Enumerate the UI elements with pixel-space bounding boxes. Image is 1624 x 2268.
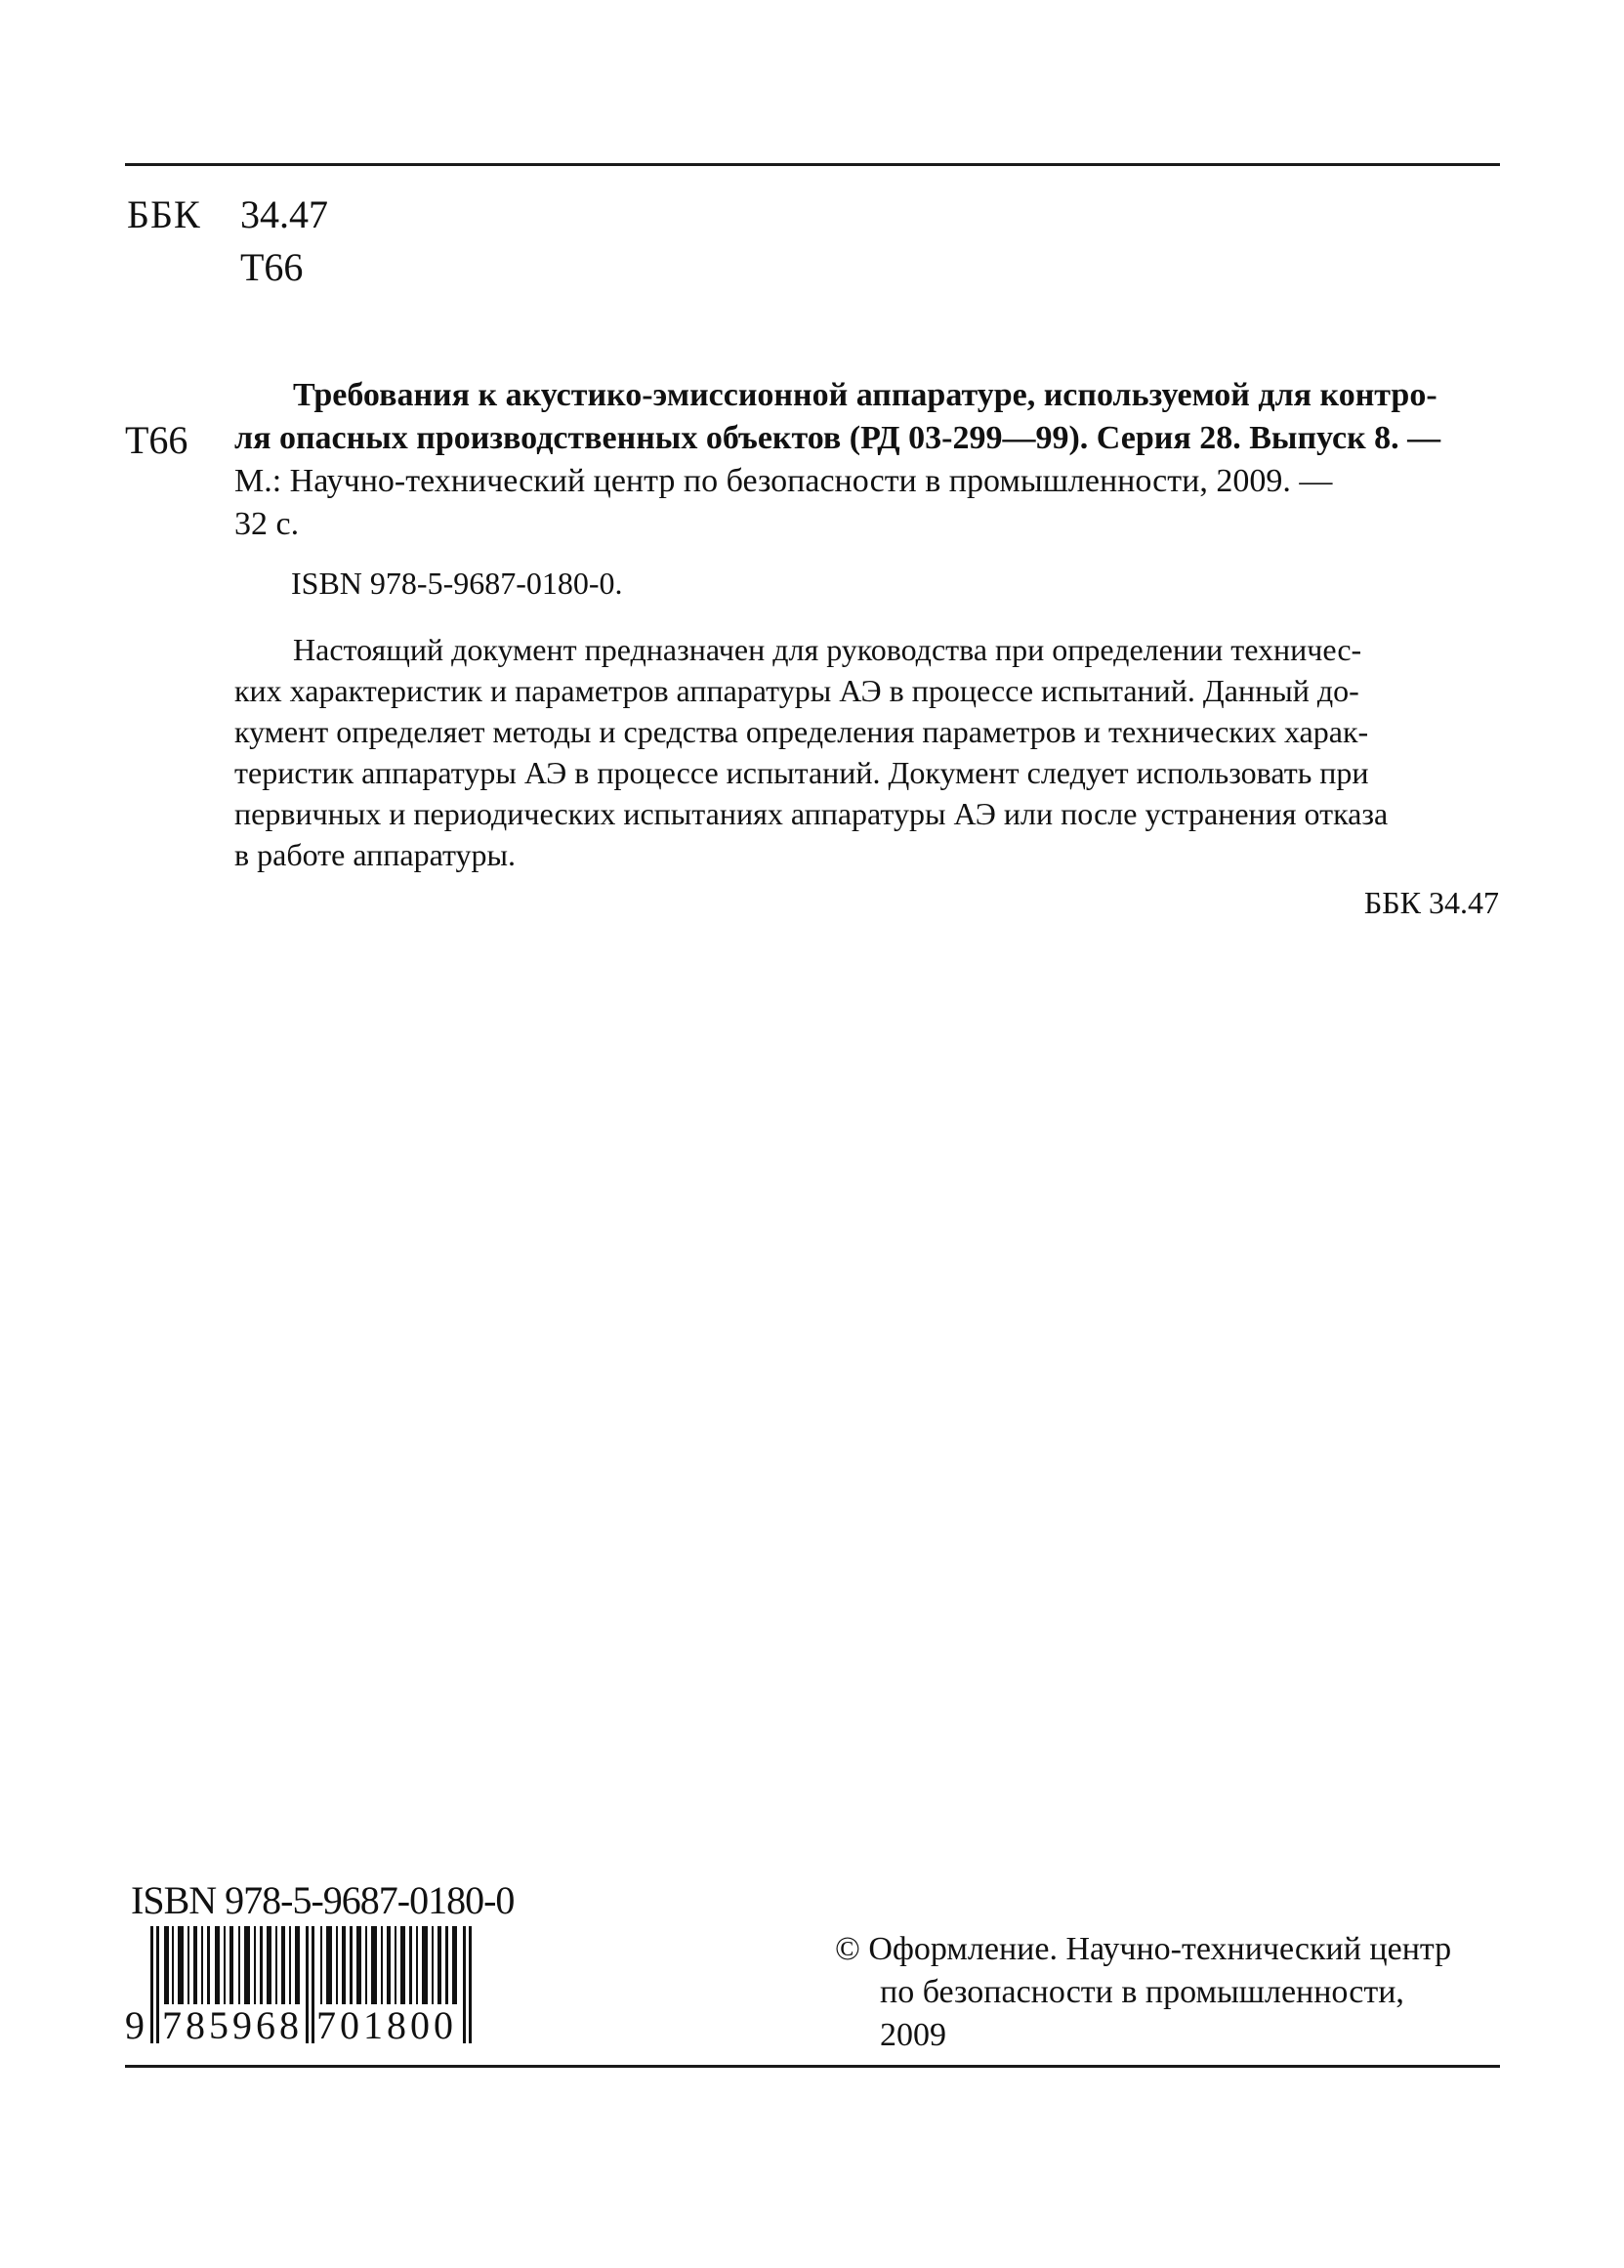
barcode-isbn-label: ISBN 978-5-9687-0180-0 xyxy=(131,1878,515,1922)
abstract-line: в работе аппаратуры. xyxy=(234,837,517,872)
title-line: ля опасных производственных объектов (РД 03-299—99). Серия 28. Выпуск 8. — xyxy=(234,420,1441,456)
bibliographic-record xyxy=(234,374,1504,546)
barcode-digits: 9 785968 701800 xyxy=(125,2003,457,2047)
author-mark: Т66 xyxy=(240,245,304,289)
abstract-line: Настоящий документ предназначен для руководства при определении техничес- xyxy=(293,632,1362,667)
copyright-notice xyxy=(835,1928,1499,2057)
pages-line: 32 с. xyxy=(234,506,300,542)
copyright-line: 2009 xyxy=(880,2017,946,2053)
copyright-line: © Оформление. Научно-технический центр xyxy=(835,1931,1452,1967)
bbk-footer: ББК 34.47 xyxy=(1363,885,1499,920)
isbn-line: ISBN 978-5-9687-0180-0. xyxy=(291,566,623,601)
abstract-line: ких характеристик и параметров аппаратуры АЭ в процессе испытаний. Данный до- xyxy=(234,673,1359,708)
copyright-line: по безопасности в промышленности, xyxy=(880,1974,1404,2010)
abstract-line: кумент определяет методы и средства определения параметров и технических харак- xyxy=(234,714,1369,749)
bbk-label: ББК xyxy=(127,192,201,236)
abstract-line: первичных и периодических испытаниях аппаратуры АЭ или после устранения отказа xyxy=(234,796,1389,831)
publisher-line: М.: Научно-технический центр по безопасности в промышленности, 2009. — xyxy=(234,463,1333,499)
bottom-rule xyxy=(125,2065,1500,2068)
title-line: Требования к акустико-эмиссионной аппаратуре, используемой для контро- xyxy=(293,377,1437,413)
bbk-code: 34.47 xyxy=(240,192,328,236)
side-author-mark: Т66 xyxy=(125,418,188,462)
abstract xyxy=(234,629,1504,875)
top-rule xyxy=(125,163,1500,166)
abstract-line: теристик аппаратуры АЭ в процессе испытаний. Документ следует использовать при xyxy=(234,755,1369,790)
